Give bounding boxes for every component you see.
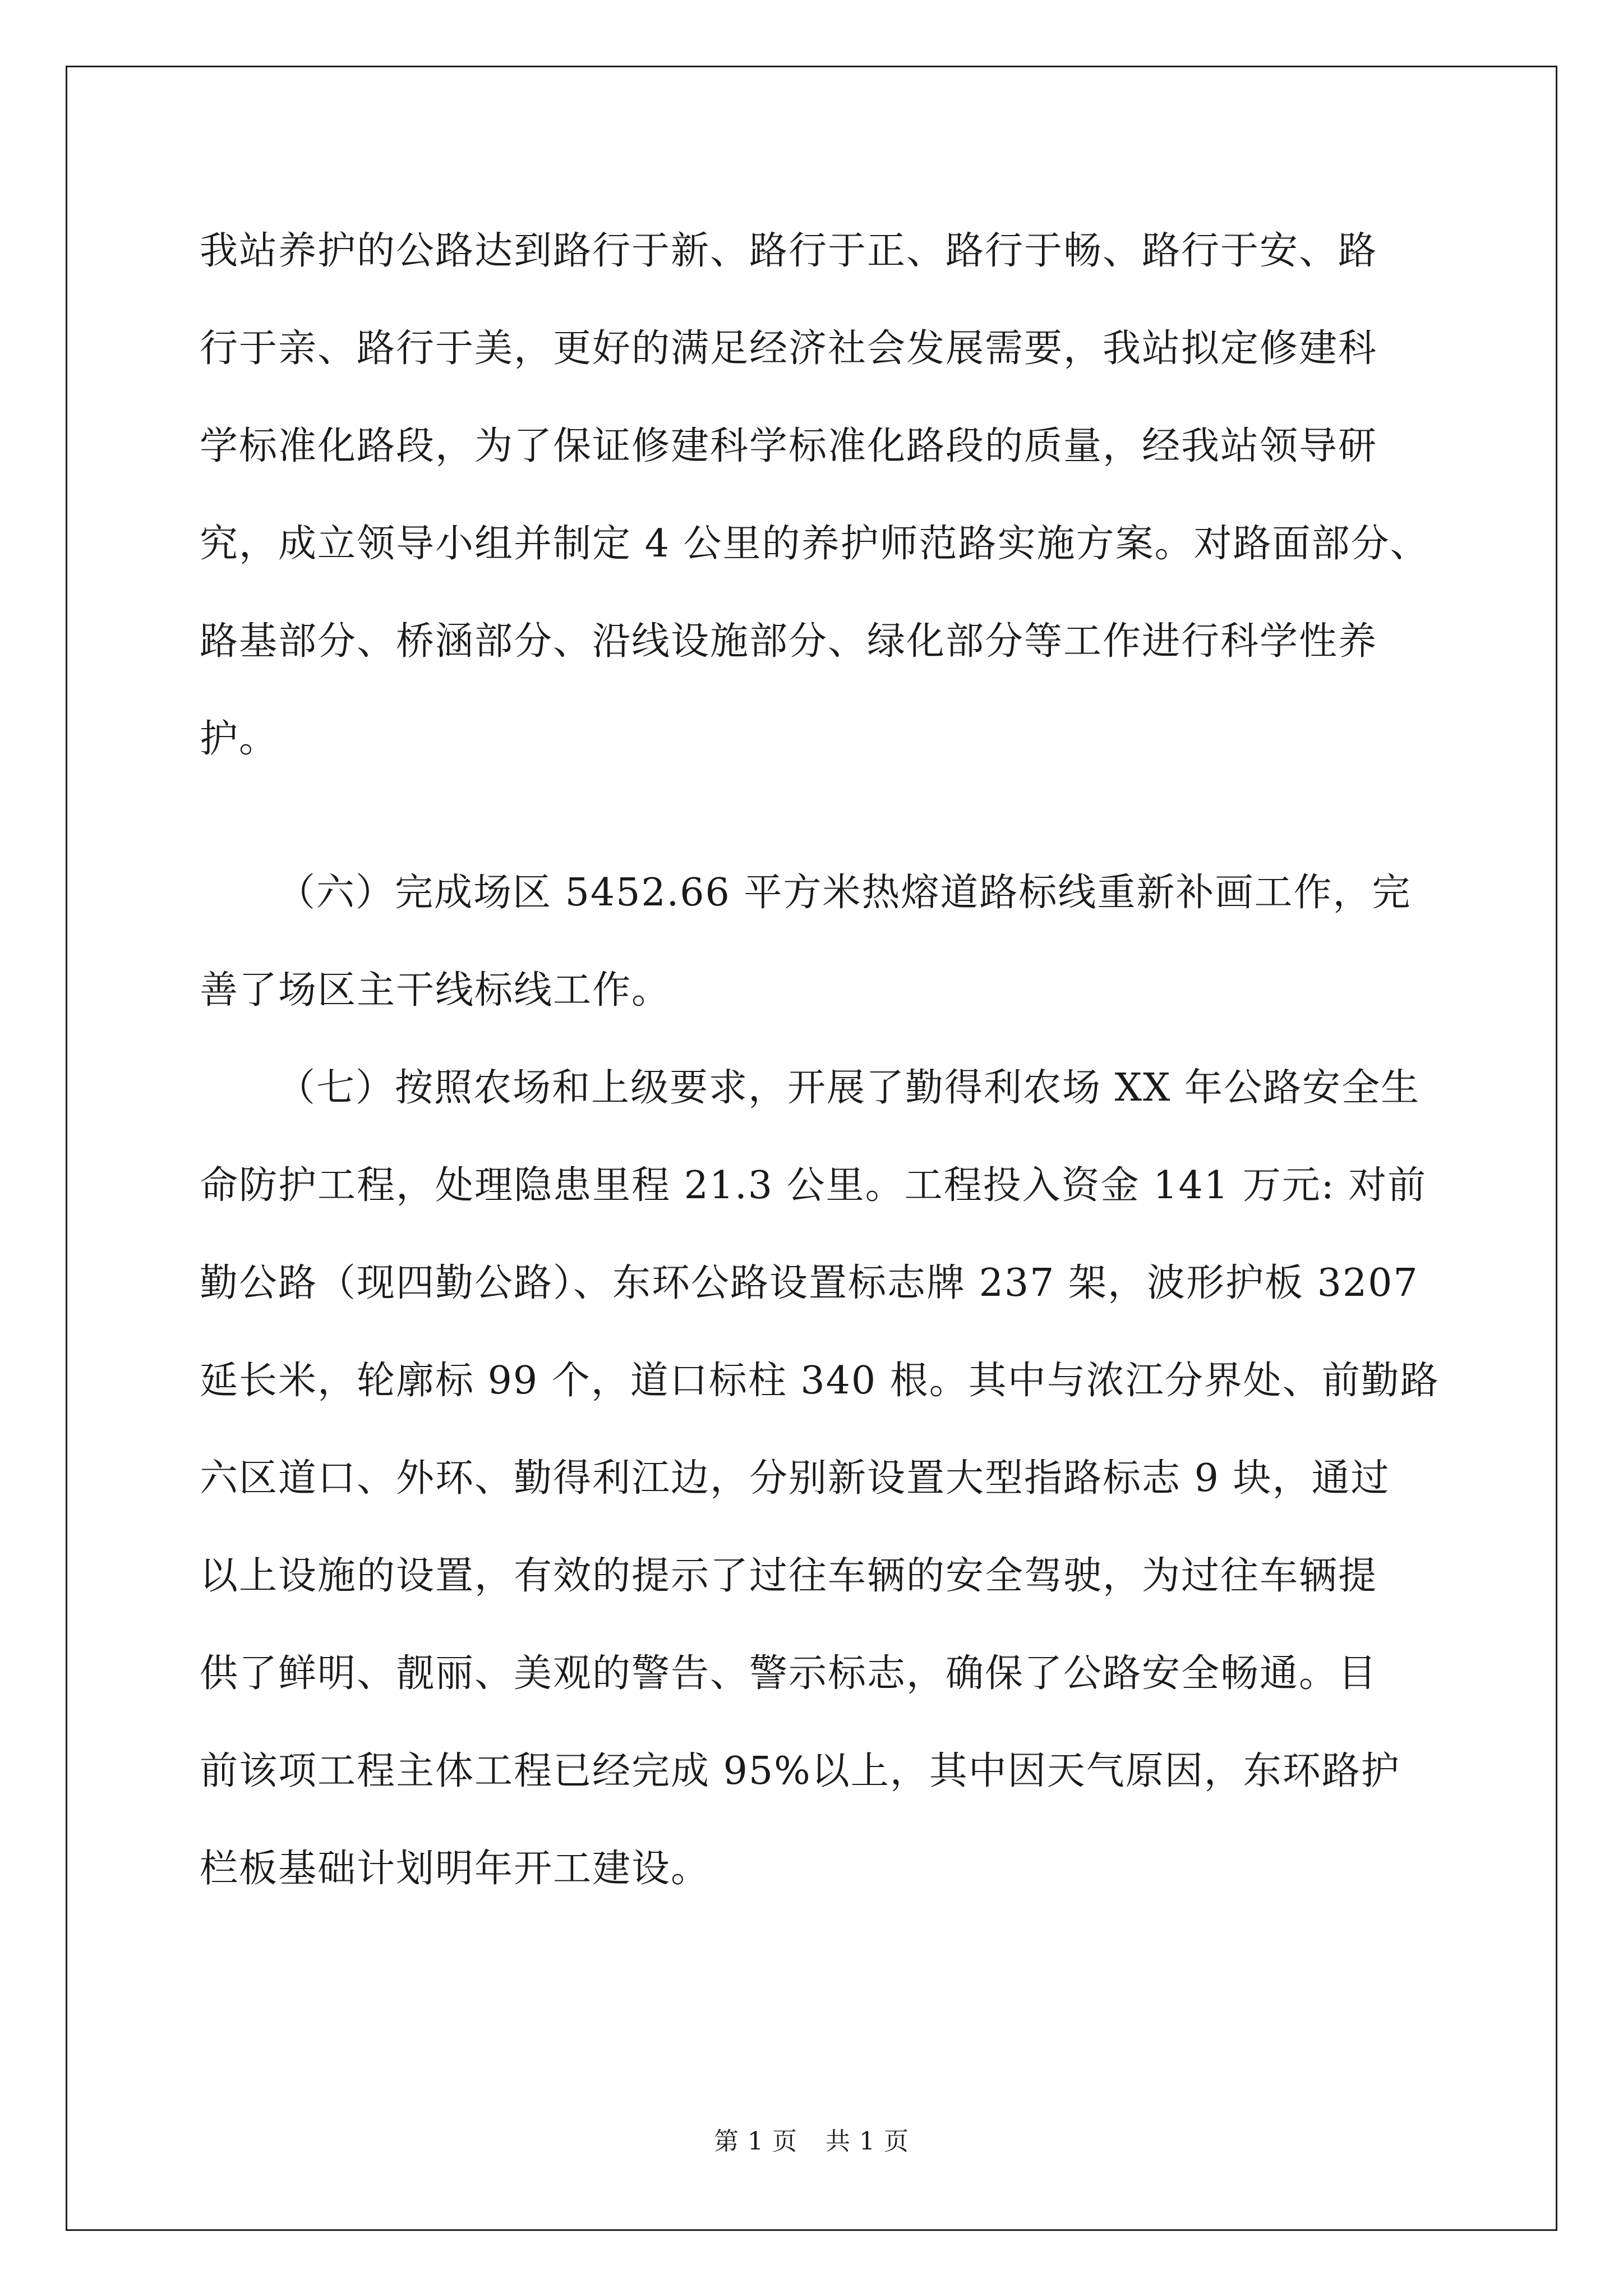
text-line: 路基部分、桥涵部分、沿线设施部分、绿化部分等工作进行科学性养 <box>200 619 1378 664</box>
text-line: 六区道口、外环、勤得利江边，分别新设置大型指路标志 9 块，通过 <box>200 1456 1390 1501</box>
text-line: 栏板基础计划明年开工建设。 <box>200 1847 711 1891</box>
page-footer <box>0 2125 1623 2159</box>
text-line: 以上设施的设置，有效的提示了过往车辆的安全驾驶，为过往车辆提 <box>200 1554 1378 1598</box>
text-line: 勤公路（现四勤公路）、东环公路设置标志牌 237 架，波形护板 3207 <box>200 1261 1419 1305</box>
page-total: 共 1 页 <box>826 2127 909 2156</box>
text-line: 我站养护的公路达到路行于新、路行于正、路行于畅、路行于安、路 <box>200 229 1378 273</box>
text-line: 延长米，轮廓标 99 个，道口标柱 340 根。其中与浓江分界处、前勤路 <box>200 1359 1440 1403</box>
text-line: 命防护工程，处理隐患里程 21.3 公里。工程投入资金 141 万元: 对前 <box>200 1163 1427 1208</box>
text-line: 究，成立领导小组并制定 4 公里的养护师范路实施方案。对路面部分、 <box>200 522 1430 566</box>
paragraph-seven-first-line: （七）按照农场和上级要求，开展了勤得利农场 XX 年公路安全生 <box>277 1066 1421 1110</box>
page-border <box>66 66 1557 2231</box>
text-line: 前该项工程主体工程已经完成 95%以上，其中因天气原因，东环路护 <box>200 1749 1400 1793</box>
text-line: 行于亲、路行于美，更好的满足经济社会发展需要，我站拟定修建科 <box>200 326 1378 371</box>
text-line: 护。 <box>200 717 279 761</box>
text-line: 善了场区主干线标线工作。 <box>200 968 671 1013</box>
page-number: 第 1 页 <box>714 2127 797 2156</box>
text-line: 学标准化路段，为了保证修建科学标准化路段的质量，经我站领导研 <box>200 424 1378 468</box>
paragraph-six-first-line: （六）完成场区 5452.66 平方米热熔道路标线重新补画工作，完 <box>277 871 1412 915</box>
text-line: 供了鲜明、靓丽、美观的警告、警示标志，确保了公路安全畅通。目 <box>200 1651 1378 1696</box>
